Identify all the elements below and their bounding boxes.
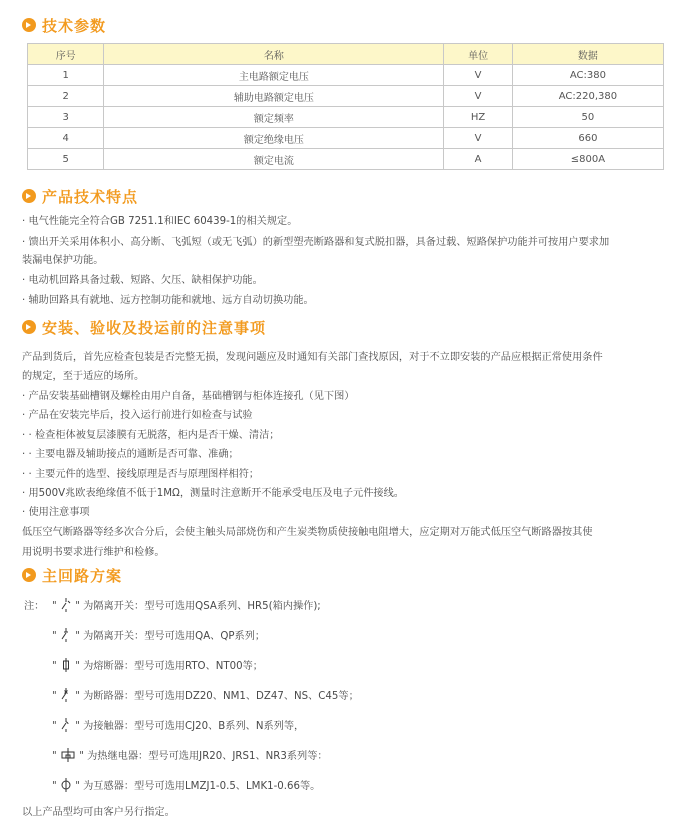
orange-bullet-icon: [22, 189, 36, 203]
table-cell: V: [444, 86, 513, 107]
circuit-note-prefix: 注：: [24, 601, 45, 612]
quote-mark: ": [52, 691, 57, 702]
list-item: · 电动机回路具备过载、短路、欠压、缺相保护功能。: [22, 275, 263, 286]
quote-mark: ": [52, 781, 57, 792]
list-item: · 用500V兆欧表绝缘值不低于1MΩ，测量时注意断开不能承受电压及电子元件接线。: [22, 488, 404, 499]
table-cell: 辅助电路额定电压: [104, 86, 444, 107]
table-cell: 660: [512, 128, 663, 149]
orange-bullet-icon: [22, 568, 36, 582]
table-cell: ≤800A: [512, 149, 663, 170]
quote-mark: ": [52, 601, 57, 612]
table-cell: AC:380: [512, 65, 663, 86]
list-item: · · 主要元件的选型、接线原理是否与原理图样相符；: [22, 469, 260, 480]
circuit-item-text: 为熔断器：型号可选用RTO、NT00等；: [83, 661, 263, 672]
table-cell: V: [444, 128, 513, 149]
table-row: [28, 65, 664, 86]
list-item: · · 主要电器及辅助接点的通断是否可靠、准确；: [22, 449, 239, 460]
list-item: · · 检查柜体被复层漆膜有无脱落，柜内是否干燥、清洁；: [22, 430, 280, 441]
list-item: · 辅助回路具有就地、远方控制功能和就地、远方自动切换功能。: [22, 295, 314, 306]
quote-mark: ": [52, 751, 57, 762]
column-header: 名称: [104, 44, 444, 65]
section-header-features: [22, 185, 138, 207]
paragraph-line: 产品到货后，首先应检查包装是否完整无损，发现问题应及时通知有关部门查找原因，对于不立即安装的产品应根据正常使用条件: [22, 352, 603, 363]
table-row: [28, 128, 664, 149]
contactor-icon: [60, 718, 72, 732]
quote-mark: ": [52, 721, 57, 732]
section-title: 产品技术特点: [42, 187, 139, 206]
spec-table: [27, 43, 664, 170]
list-item: · 馈出开关采用体积小、高分断、飞弧短（或无飞弧）的新型塑壳断路器和复式脱扣器，具备过载、短路保护功能并可按用户要求加: [22, 237, 610, 248]
table-row: [28, 107, 664, 128]
circuit-item-text: 为断路器：型号可选用DZ20、NM1、DZ47、NS、C45等；: [83, 691, 359, 702]
isolating-switch-icon: [60, 598, 72, 612]
table-header-row: [28, 44, 664, 65]
circuit-item: [52, 687, 652, 703]
quote-mark: ": [75, 661, 80, 672]
table-cell: AC:220,380: [512, 86, 663, 107]
table-cell: HZ: [444, 107, 513, 128]
circuit-item: [52, 627, 652, 643]
table-cell: 4: [28, 128, 104, 149]
paragraph-line: 低压空气断路器等经多次合分后，会使主触头局部烧伤和产生炭类物质使接触电阻增大，应定期对万能式低压空气断路器按其使: [22, 527, 593, 538]
section-header-spec: [22, 14, 106, 36]
table-cell: 5: [28, 149, 104, 170]
list-item: · 电气性能完全符合GB 7251.1和IEC 60439-1的相关规定。: [22, 216, 298, 227]
table-cell: 额定电流: [104, 149, 444, 170]
section-title: 技术参数: [42, 16, 107, 35]
circuit-item: [52, 597, 652, 613]
table-row: [28, 86, 664, 107]
thermal-relay-icon: [60, 748, 76, 762]
table-row: [28, 149, 664, 170]
quote-mark: ": [75, 601, 80, 612]
section-title: 主回路方案: [42, 566, 123, 585]
column-header: 数据: [512, 44, 663, 65]
circuit-item: [52, 747, 652, 763]
list-item: · 产品在安装完毕后，投入运行前进行如检查与试验: [22, 410, 253, 421]
circuit-footer: 以上产品型均可由客户另行指定。: [22, 807, 175, 818]
transformer-icon: [60, 778, 72, 792]
quote-mark: ": [52, 631, 57, 642]
circuit-item-text: 为互感器：型号可选用LMZJ1-0.5、LMK1-0.66等。: [83, 781, 321, 792]
circuit-item: [52, 777, 652, 793]
column-header: 单位: [444, 44, 513, 65]
table-cell: A: [444, 149, 513, 170]
table-cell: 3: [28, 107, 104, 128]
section-title: 安装、验收及投运前的注意事项: [42, 318, 267, 337]
section-header-install: [22, 316, 266, 338]
quote-mark: ": [75, 721, 80, 732]
isolating-switch-2-icon: [60, 628, 72, 642]
paragraph-line: 的规定，至于适应的场所。: [22, 371, 145, 382]
quote-mark: ": [75, 631, 80, 642]
table-cell: 2: [28, 86, 104, 107]
quote-mark: ": [79, 751, 84, 762]
table-cell: 1: [28, 65, 104, 86]
circuit-item-text: 为接触器：型号可选用CJ20、B系列、N系列等，: [83, 721, 305, 732]
quote-mark: ": [52, 661, 57, 672]
circuit-item-text: 为隔离开关：型号可选用QA、QP系列；: [83, 631, 266, 642]
fuse-icon: [60, 658, 72, 672]
orange-bullet-icon: [22, 18, 36, 32]
table-cell: 主电路额定电压: [104, 65, 444, 86]
list-item: · 使用注意事项: [22, 507, 90, 518]
circuit-item: [52, 717, 652, 733]
table-cell: V: [444, 65, 513, 86]
circuit-item: [52, 657, 652, 673]
circuit-breaker-icon: [60, 688, 72, 702]
list-item: 装漏电保护功能。: [22, 255, 104, 266]
quote-mark: ": [75, 781, 80, 792]
table-cell: 额定绝缘电压: [104, 128, 444, 149]
quote-mark: ": [75, 691, 80, 702]
list-item: · 产品安装基础槽钢及螺栓由用户自备，基础槽钢与柜体连接孔（见下图）: [22, 391, 355, 402]
section-header-circuit: [22, 564, 122, 586]
table-cell: 额定频率: [104, 107, 444, 128]
table-cell: 50: [512, 107, 663, 128]
orange-bullet-icon: [22, 320, 36, 334]
circuit-item-text: 为热继电器：型号可选用JR20、JRS1、NR3系列等：: [87, 751, 328, 762]
circuit-item-text: 为隔离开关：型号可选用QSA系列、HR5(箱内操作);: [83, 601, 321, 612]
column-header: 序号: [28, 44, 104, 65]
paragraph-line: 用说明书要求进行维护和检修。: [22, 547, 165, 558]
